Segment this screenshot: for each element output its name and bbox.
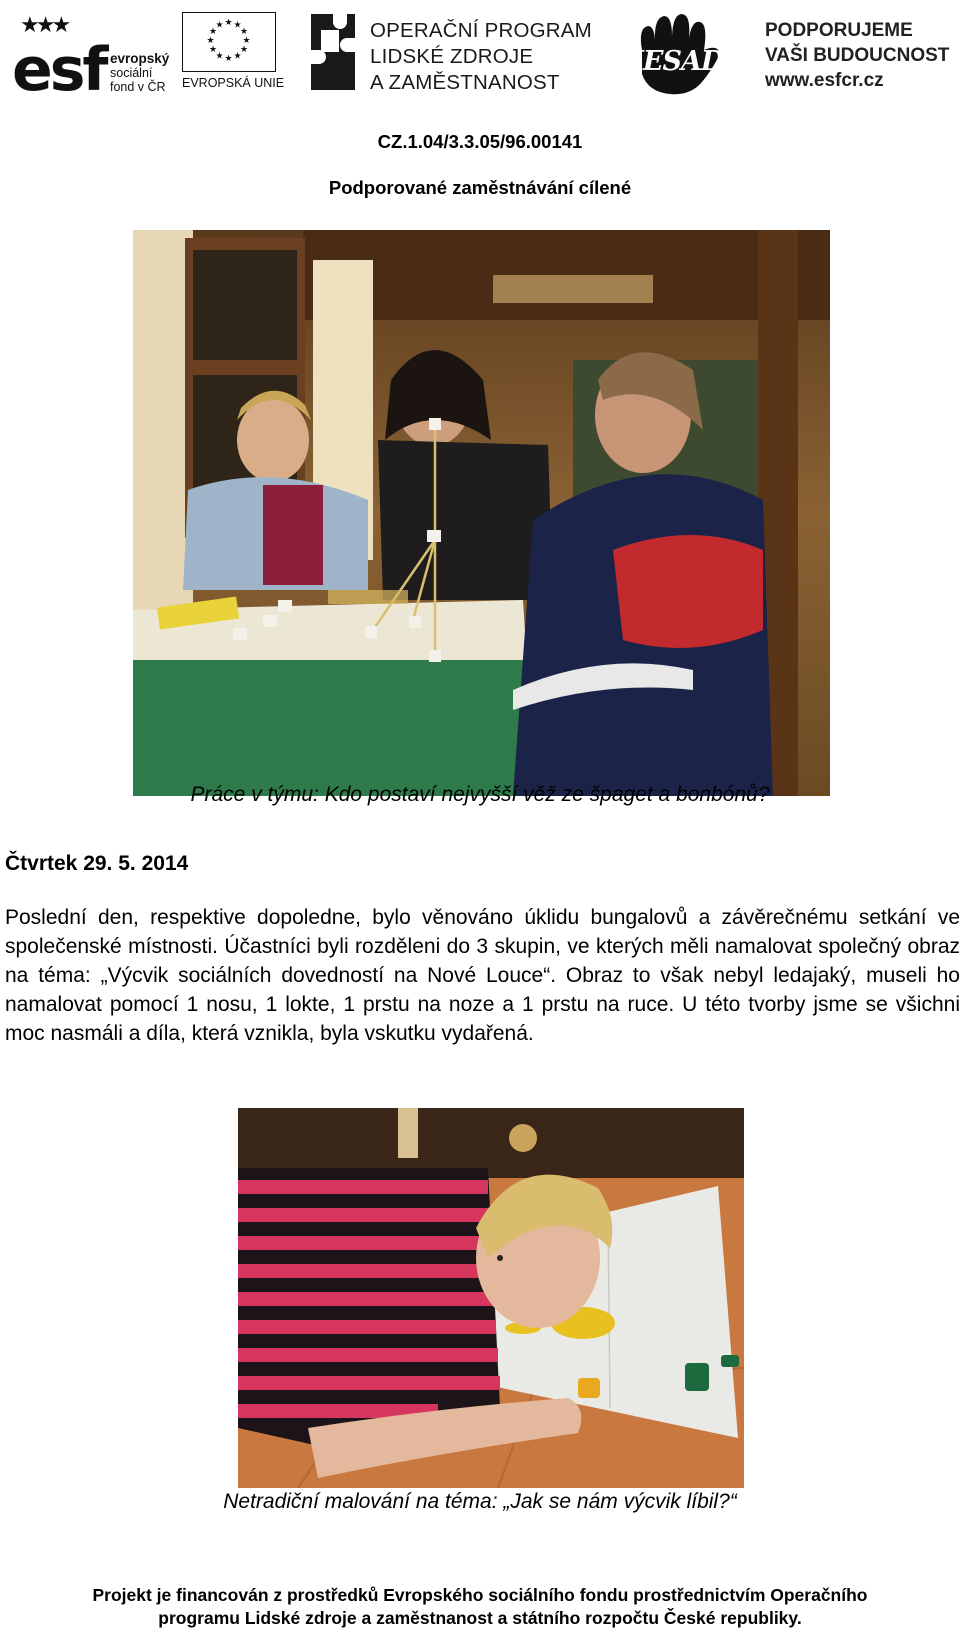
mesada-logo-word: MESADA — [614, 46, 744, 77]
funding-footer — [0, 1584, 960, 1630]
photo-nose-painting — [238, 1108, 744, 1488]
esf-line-1: evropský — [110, 51, 170, 66]
project-name: Podporované zaměstnávání cílené — [328, 177, 632, 198]
op-logo-text — [370, 18, 592, 96]
photo-team-tower — [133, 230, 830, 796]
op-line-3: A ZAMĚSTNANOST — [370, 71, 560, 94]
eu-flag-icon — [182, 12, 276, 72]
esf-line-3: fond v ČR — [110, 80, 166, 94]
support-line-1: PODPORUJEME — [765, 20, 913, 41]
svg-text:★: ★ — [206, 36, 215, 46]
svg-text:★: ★ — [215, 51, 224, 62]
footer-line-1: Projekt je financován z prostředků Evropského sociálního fondu prostřednictvím Operačního — [92, 1585, 868, 1605]
day-description: Poslední den, respektive dopoledne, bylo věnováno úklidu bungalovů a závěrečnému setkání ve společenské místnosti. Účastníci byli rozděleni do 3 skupin, ve kterých měli namalovat společný obraz na téma: „Výcvik sociálních dovedností na Nové Louce“. Obraz to však nebyl ledajaký, museli ho namalovat pomocí 1 nosu, 1 lokte, 1 prstu na noze a 1 prstu na ruce. U této tvorby jsme se všichni moc nasmáli a díla, která vznikla, byla vskutku vydařená. — [5, 906, 960, 1045]
svg-text:★: ★ — [215, 20, 224, 31]
esf-logo-text — [110, 52, 169, 94]
support-url: www.esfcr.cz — [765, 70, 884, 91]
esf-line-2: sociální — [110, 66, 153, 80]
svg-text:★: ★ — [242, 36, 251, 46]
support-line-2: VAŠI BUDOUCNOST — [765, 45, 950, 66]
day-heading: Čtvrtek 29. 5. 2014 — [5, 852, 189, 875]
op-logo — [307, 12, 597, 97]
mesada-logo — [614, 10, 744, 96]
op-line-1: OPERAČNÍ PROGRAM — [370, 19, 592, 42]
svg-text:★: ★ — [233, 51, 242, 62]
eu-logo — [182, 12, 285, 92]
svg-text:★: ★ — [239, 27, 249, 37]
op-line-2: LIDSKÉ ZDROJE — [370, 45, 534, 68]
photo2-caption: Netradiční malování na téma: „Jak se nám výcvik líbil?“ — [223, 1490, 737, 1513]
footer-line-2: programu Lidské zdroje a zaměstnanost a státního rozpočtu České republiky. — [158, 1608, 802, 1628]
svg-text:★: ★ — [233, 20, 242, 31]
esf-stars-icon: ★★★ — [20, 12, 68, 37]
svg-text:★: ★ — [208, 27, 218, 37]
photo1-caption: Práce v týmu: Kdo postaví nejvyšší věž ze špaget a bonbónů? — [190, 783, 770, 806]
puzzle-icon — [307, 12, 359, 92]
project-code: CZ.1.04/3.3.05/96.00141 — [377, 131, 583, 152]
eu-label: EVROPSKÁ UNIE — [182, 76, 285, 90]
svg-text:★: ★ — [208, 45, 218, 55]
svg-text:★: ★ — [224, 18, 233, 28]
svg-text:★: ★ — [239, 45, 249, 55]
esf-logo — [12, 12, 172, 105]
esf-logo-word: esf — [12, 35, 106, 105]
esf-support-logo — [765, 18, 960, 98]
svg-text:★: ★ — [224, 54, 233, 64]
